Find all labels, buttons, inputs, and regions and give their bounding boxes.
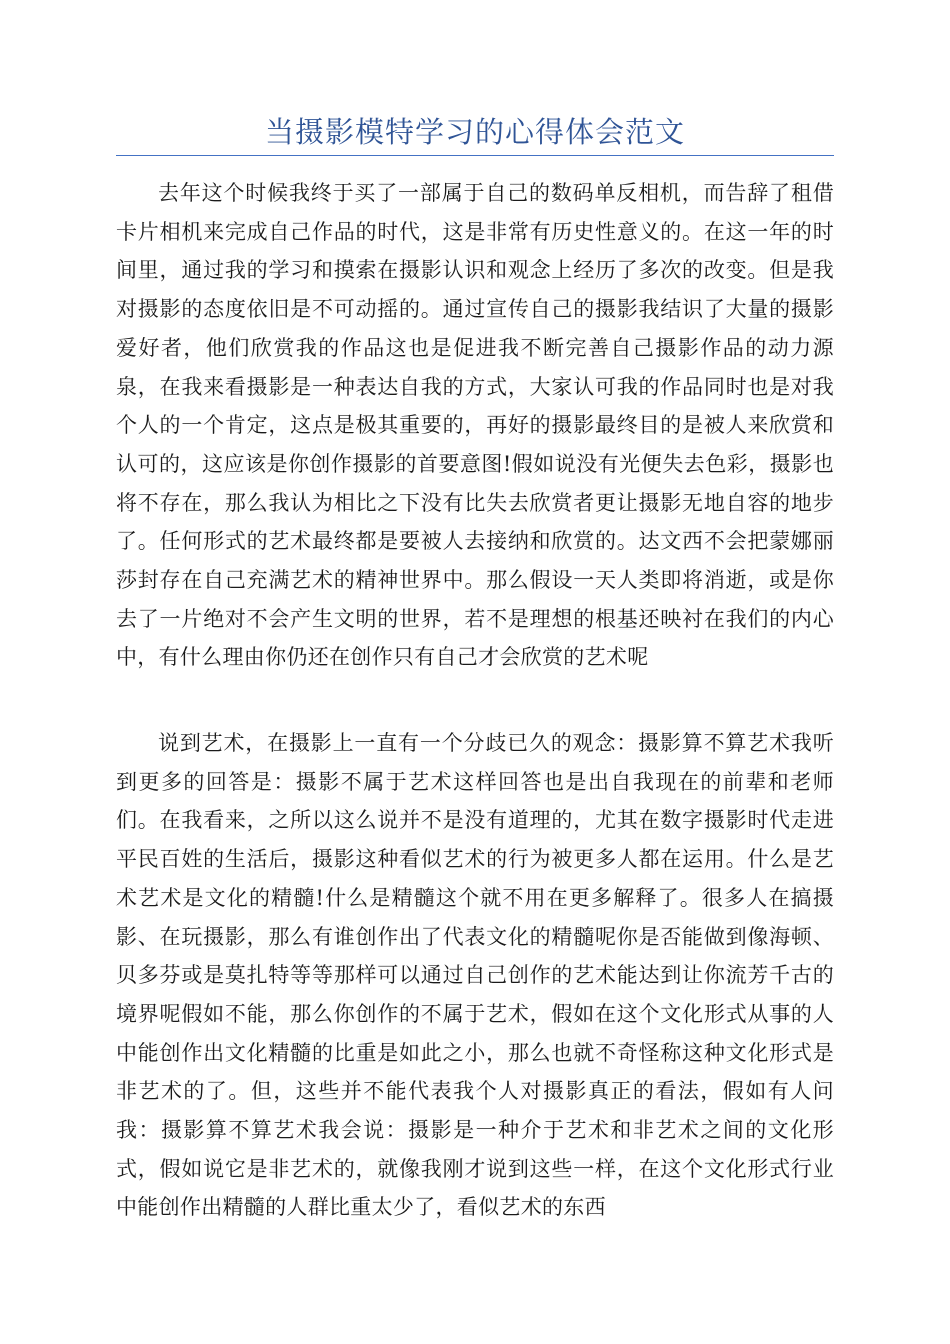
paragraph-1: 去年这个时候我终于买了一部属于自己的数码单反相机，而告辞了租借卡片相机来完成自己作品的时代，这是非常有历史性意义的。在这一年的时间里，通过我的学习和摸索在摄影认识和观念上经历了多次的改变。但是我对摄影的态度依旧是不可动摇的。通过宣传自己的摄影我结识了大量的摄影爱好者，他们欣赏我的作品这也是促进我不断完善自己摄影作品的动力源泉，在我来看摄影是一种表达自我的方式，大家认可我的作品同时也是对我个人的一个肯定，这点是极其重要的，再好的摄影最终目的是被人来欣赏和认可的，这应该是你创作摄影的首要意图!假如说没有光便失去色彩，摄影也将不存在，那么我认为相比之下没有比失去欣赏者更让摄影无地自容的地步了。任何形式的艺术最终都是要被人去接纳和欣赏的。达文西不会把蒙娜丽莎封存在自己充满艺术的精神世界中。那么假设一天人类即将消逝，或是你去了一片绝对不会产生文明的世界，若不是理想的根基还映衬在我们的内心中，有什么理由你仍还在创作只有自己才会欣赏的艺术呢: [116, 181, 834, 670]
title-underline: [116, 155, 834, 156]
paragraph-2: 说到艺术，在摄影上一直有一个分歧已久的观念：摄影算不算艺术我听到更多的回答是：摄影不属于艺术这样回答也是出自我现在的前辈和老师们。在我看来，之所以这么说并不是没有道理的，尤其在数字摄影时代走进平民百姓的生活后，摄影这种看似艺术的行为被更多人都在运用。什么是艺术艺术是文化的精髓!什么是精髓这个就不用在更多解释了。很多人在搞摄影、在玩摄影，那么有谁创作出了代表文化的精髓呢你是否能做到像海顿、贝多芬或是莫扎特等等那样可以通过自己创作的艺术能达到让你流芳千古的境界呢假如不能，那么你创作的不属于艺术，假如在这个文化形式从事的人中能创作出文化精髓的比重是如此之小，那么也就不奇怪称这种文化形式是非艺术的了。但，这些并不能代表我个人对摄影真正的看法，假如有人问我：摄影算不算艺术我会说：摄影是一种介于艺术和非艺术之间的文化形式，假如说它是非艺术的，就像我刚才说到这些一样，在这个文化形式行业中能创作出精髓的人群比重太少了，看似艺术的东西: [116, 731, 834, 1220]
document-title: 当摄影模特学习的心得体会范文: [264, 115, 685, 149]
